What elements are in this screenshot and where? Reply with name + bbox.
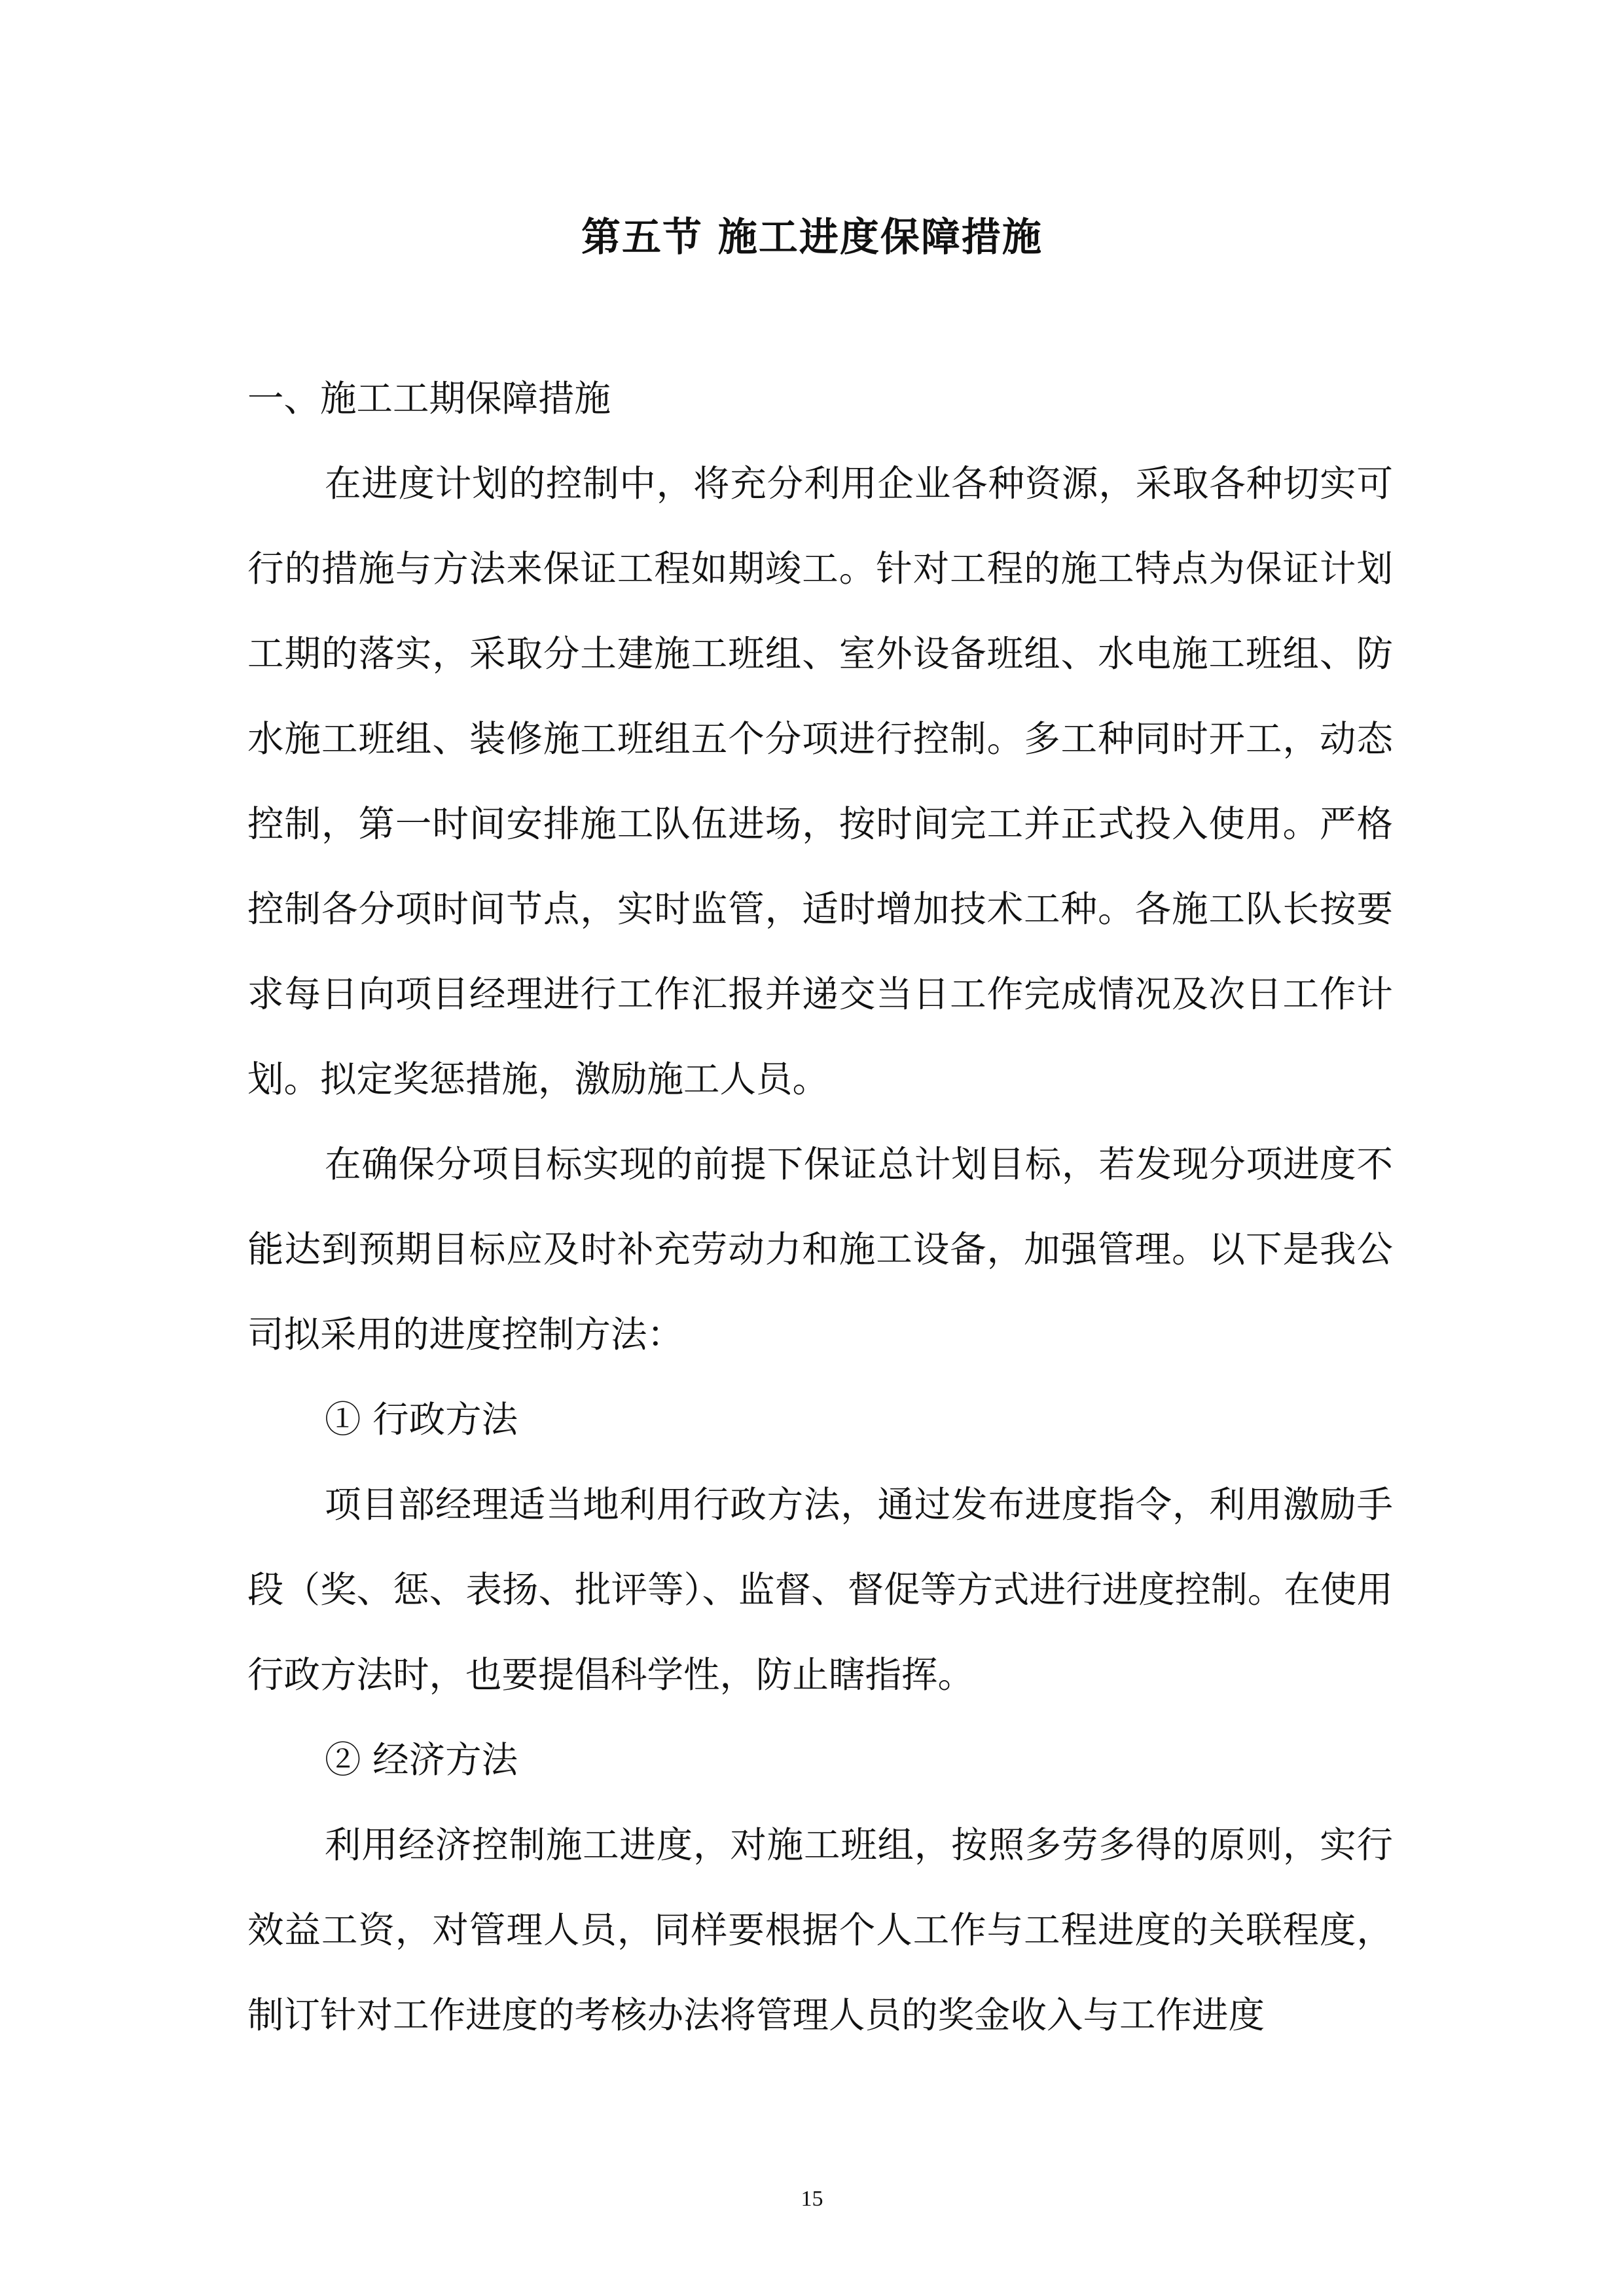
paragraph-schedule-control: 在进度计划的控制中，将充分利用企业各种资源，采取各种切实可行的措施与方法来保证工程如期竣工。针对工程的施工特点为保证计划工期的落实，采取分土建施工班组、室外设备班组、水电施工班组、防水施工班组、装修施工班组五个分项进行控制。多工种同时开工，动态控制，第一时间安排施工队伍进场，按时间完工并正式投入使用。严格控制各分项时间节点，实时监管，适时增加技术工种。各施工队长按要求每日向项目经理进行工作汇报并递交当日工作完成情况及次日工作计划。拟定奖惩措施，激励施工人员。 <box>247 463 1393 1101</box>
subheading-economic-method: ② 经济方法 <box>325 1739 518 1782</box>
page-title: 第五节 施工进度保障措施 <box>581 215 1043 260</box>
paragraph-target-guarantee: 在确保分项目标实现的前提下保证总计划目标，若发现分项进度不能达到预期目标应及时补充劳动力和施工设备，加强管理。以下是我公司拟采用的进度控制方法： <box>247 1143 1393 1356</box>
page-number: 15 <box>801 2187 823 2211</box>
section-heading: 一、施工工期保障措施 <box>247 378 611 420</box>
paragraph-economic-method: 利用经济控制施工进度，对施工班组，按照多劳多得的原则，实行效益工资，对管理人员，同样要根据个人工作与工程进度的关联程度，制订针对工作进度的考核办法将管理人员的奖金收入与工作进度 <box>247 1824 1393 2037</box>
paragraph-administrative-method: 项目部经理适当地利用行政方法，通过发布进度指令，利用激励手段（奖、惩、表扬、批评等）、监督、督促等方式进行进度控制。在使用行政方法时，也要提倡科学性，防止瞎指挥。 <box>247 1484 1393 1696</box>
document-body <box>247 357 1393 2058</box>
subheading-administrative-method: ① 行政方法 <box>325 1399 518 1441</box>
